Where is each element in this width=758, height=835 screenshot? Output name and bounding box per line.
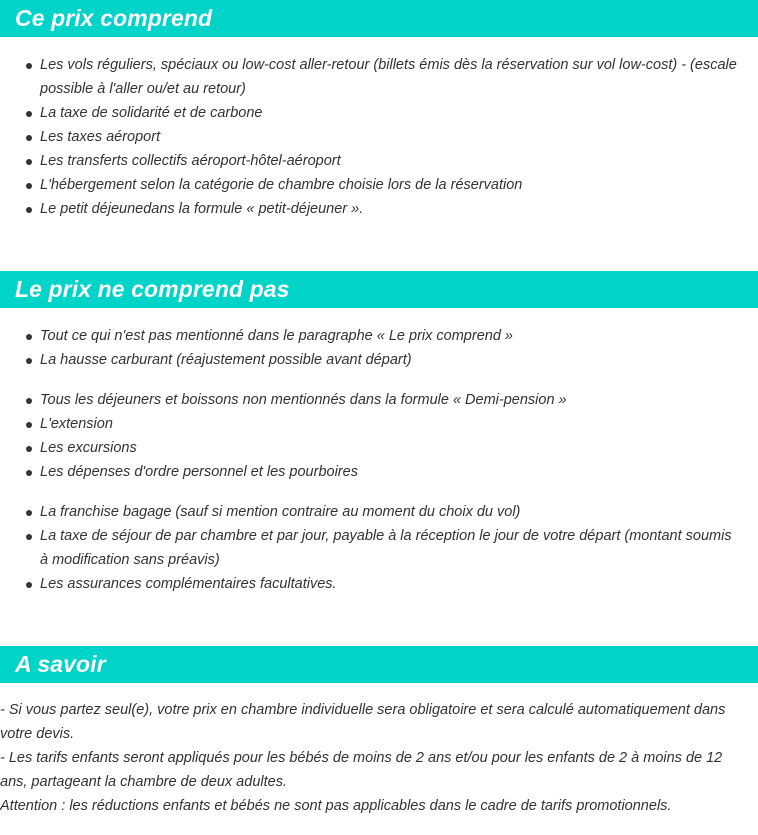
bullet-icon [26, 422, 32, 428]
list-item: Les vols réguliers, spéciaux ou low-cost aller-retour (billets émis dès la réservation sur vol low-cost) - (escale possible à l'aller ou/et au retour) [0, 53, 740, 101]
list-item: Les transferts collectifs aéroport-hôtel-aéroport [0, 149, 740, 173]
excluded-list [0, 324, 740, 596]
bullet-icon [26, 446, 32, 452]
bullet-icon [26, 470, 32, 476]
info-line: Attention : les réductions enfants et bébés ne sont pas applicables dans le cadre de tarifs promotionnels. [0, 798, 672, 814]
list-item: La hausse carburant (réajustement possible avant départ) [0, 348, 740, 372]
info-section-header [0, 646, 758, 683]
bullet-icon [26, 207, 32, 213]
included-list [0, 53, 740, 221]
info-line: - Les tarifs enfants seront appliqués pour les bébés de moins de 2 ans et/ou pour les enfants de 2 à moins de 12 ans, partageant la chambre de deux adultes. [0, 750, 723, 790]
list-item: Les assurances complémentaires facultatives. [0, 572, 740, 596]
bullet-icon [26, 510, 32, 516]
bullet-icon [26, 398, 32, 404]
info-section-title: A savoir [15, 651, 106, 677]
bullet-icon [26, 63, 32, 69]
bullet-icon [26, 358, 32, 364]
bullet-icon [26, 135, 32, 141]
bullet-icon [26, 534, 32, 540]
bullet-icon [26, 111, 32, 117]
list-item: Les taxes aéroport [0, 125, 740, 149]
list-item: L'extension [0, 412, 740, 436]
info-text-block [0, 698, 752, 818]
excluded-section-title: Le prix ne comprend pas [15, 276, 290, 302]
list-item: La taxe de séjour de par chambre et par jour, payable à la réception le jour de votre départ (montant soumis à modification sans préavis) [0, 524, 740, 572]
list-item: L'hébergement selon la catégorie de chambre choisie lors de la réservation [0, 173, 740, 197]
list-item: Le petit déjeunedans la formule « petit-déjeuner ». [0, 197, 740, 221]
included-section-title: Ce prix comprend [15, 5, 213, 31]
bullet-icon [26, 183, 32, 189]
bullet-icon [26, 582, 32, 588]
list-item: La franchise bagage (sauf si mention contraire au moment du choix du vol) [0, 500, 740, 524]
list-item: La taxe de solidarité et de carbone [0, 101, 740, 125]
bullet-icon [26, 159, 32, 165]
included-section-header [0, 0, 758, 37]
list-item: Les excursions [0, 436, 740, 460]
list-item: Tout ce qui n'est pas mentionné dans le paragraphe « Le prix comprend » [0, 324, 740, 348]
info-line: - Si vous partez seul(e), votre prix en chambre individuelle sera obligatoire et sera calculé automatiquement dans votre devis. [0, 702, 726, 742]
bullet-icon [26, 334, 32, 340]
list-item: Tous les déjeuners et boissons non mentionnés dans la formule « Demi-pension » [0, 388, 740, 412]
excluded-section-header [0, 271, 758, 308]
list-item: Les dépenses d'ordre personnel et les pourboires [0, 460, 740, 484]
